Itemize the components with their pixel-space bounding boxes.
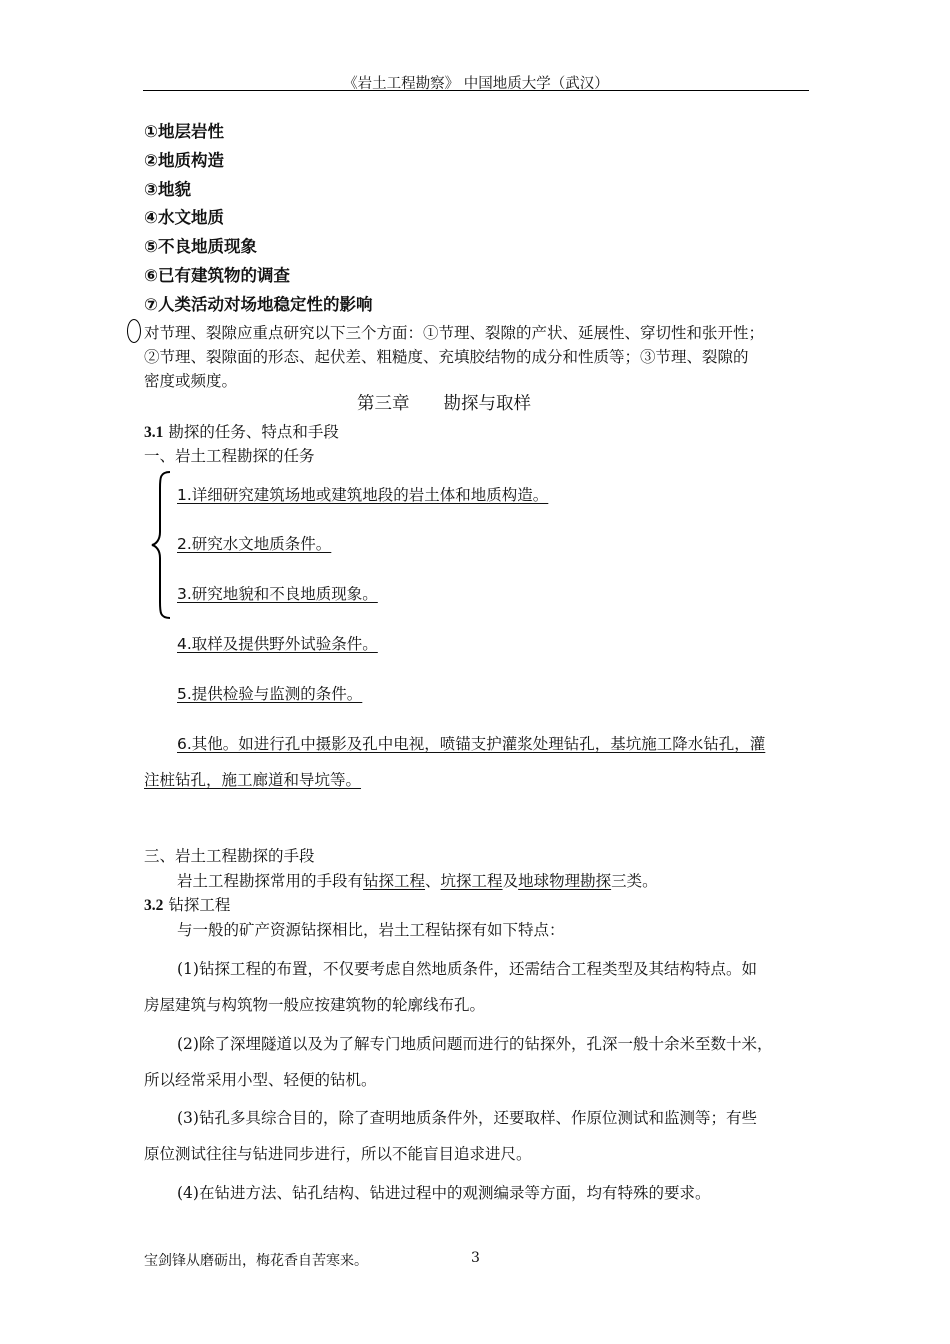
task-item: 1.详细研究建筑场地或建筑地段的岩土体和地质构造。 — [177, 486, 549, 504]
means-text: 岩土工程勘探常用的手段有 — [177, 872, 364, 890]
drill-intro: 与一般的矿产资源钻探相比，岩土工程钻探有如下特点： — [177, 921, 565, 939]
list-item: ③地貌 — [144, 180, 191, 199]
means-text: 三类。 — [611, 872, 658, 890]
list-item: ⑤不良地质现象 — [144, 237, 257, 256]
task-item: 3.研究地貌和不良地质现象。 — [177, 585, 378, 603]
task-item: 2.研究水文地质条件。 — [177, 535, 332, 553]
means-text: 及 — [502, 872, 519, 890]
task-item: 5.提供检验与监测的条件。 — [177, 685, 363, 703]
list-item: ④水文地质 — [144, 208, 224, 227]
drill-paragraph: 房屋建筑与构筑物一般应按建筑物的轮廓线布孔。 — [144, 996, 486, 1014]
chapter-number: 第三章 — [357, 394, 410, 414]
curly-brace-icon — [150, 470, 174, 620]
joints-line-3: 密度或频度。 — [144, 372, 238, 390]
task-item-continued: 注桩钻孔，施工廊道和导坑等。 — [144, 771, 362, 789]
section-number: 3.2 — [144, 897, 164, 914]
drill-paragraph: 原位测试往往与钻进同步进行，所以不能盲目追求进尺。 — [144, 1145, 532, 1163]
means-term: 钻探工程 — [363, 872, 426, 890]
subsection-title: 一、岩土工程勘探的任务 — [144, 447, 315, 465]
list-item: ②地质构造 — [144, 151, 224, 170]
drill-paragraph: (3)钻孔多具综合目的，除了查明地质条件外，还要取样、作原位测试和监测等；有些 — [177, 1109, 757, 1127]
task-item: 6.其他。如进行孔中摄影及孔中电视，喷锚支护灌浆处理钻孔，基坑施工降水钻孔，灌 — [177, 735, 766, 753]
drill-paragraph: 所以经常采用小型、轻便的钻机。 — [144, 1071, 377, 1089]
drill-paragraph: (4)在钻进方法、钻孔结构、钻进过程中的观测编录等方面，均有特殊的要求。 — [177, 1184, 711, 1202]
list-item: ⑦人类活动对场地稳定性的影响 — [144, 295, 373, 314]
means-paragraph — [177, 869, 658, 891]
joints-line-1: 对节理、裂隙应重点研究以下三个方面：①节理、裂隙的产状、延展性、穿切性和张开性； — [144, 324, 765, 342]
circle-mark-icon — [127, 319, 141, 343]
page-number: 3 — [471, 1250, 480, 1266]
chapter-title — [357, 390, 531, 415]
task-item: 4.取样及提供野外试验条件。 — [177, 635, 378, 653]
header-rule — [143, 90, 809, 91]
section-title: 勘探的任务、特点和手段 — [168, 423, 339, 441]
means-text: 、 — [425, 872, 441, 890]
page-header: 《岩土工程勘察》 中国地质大学（武汉） — [343, 76, 609, 92]
means-term: 地球物理勘探 — [518, 872, 612, 890]
subsection-title: 三、岩土工程勘探的手段 — [144, 847, 315, 865]
list-item: ①地层岩性 — [144, 122, 224, 141]
means-term: 坑探工程 — [440, 872, 503, 890]
joints-line-2: ②节理、裂隙面的形态、起伏差、粗糙度、充填胶结物的成分和性质等；③节理、裂隙的 — [144, 348, 749, 366]
section-3-1-heading — [144, 420, 339, 442]
section-3-2-heading — [144, 893, 230, 915]
chapter-name: 勘探与取样 — [443, 394, 531, 414]
list-item: ⑥已有建筑物的调查 — [144, 266, 290, 285]
section-number: 3.1 — [144, 424, 164, 441]
footer-motto: 宝剑锋从磨砺出，梅花香自苦寒来。 — [144, 1253, 368, 1269]
drill-paragraph: (1)钻探工程的布置，不仅要考虑自然地质条件，还需结合工程类型及其结构特点。如 — [177, 960, 757, 978]
section-title: 钻探工程 — [168, 896, 231, 914]
drill-paragraph: (2)除了深埋隧道以及为了解专门地质问题而进行的钻探外，孔深一般十余米至数十米， — [177, 1035, 773, 1053]
